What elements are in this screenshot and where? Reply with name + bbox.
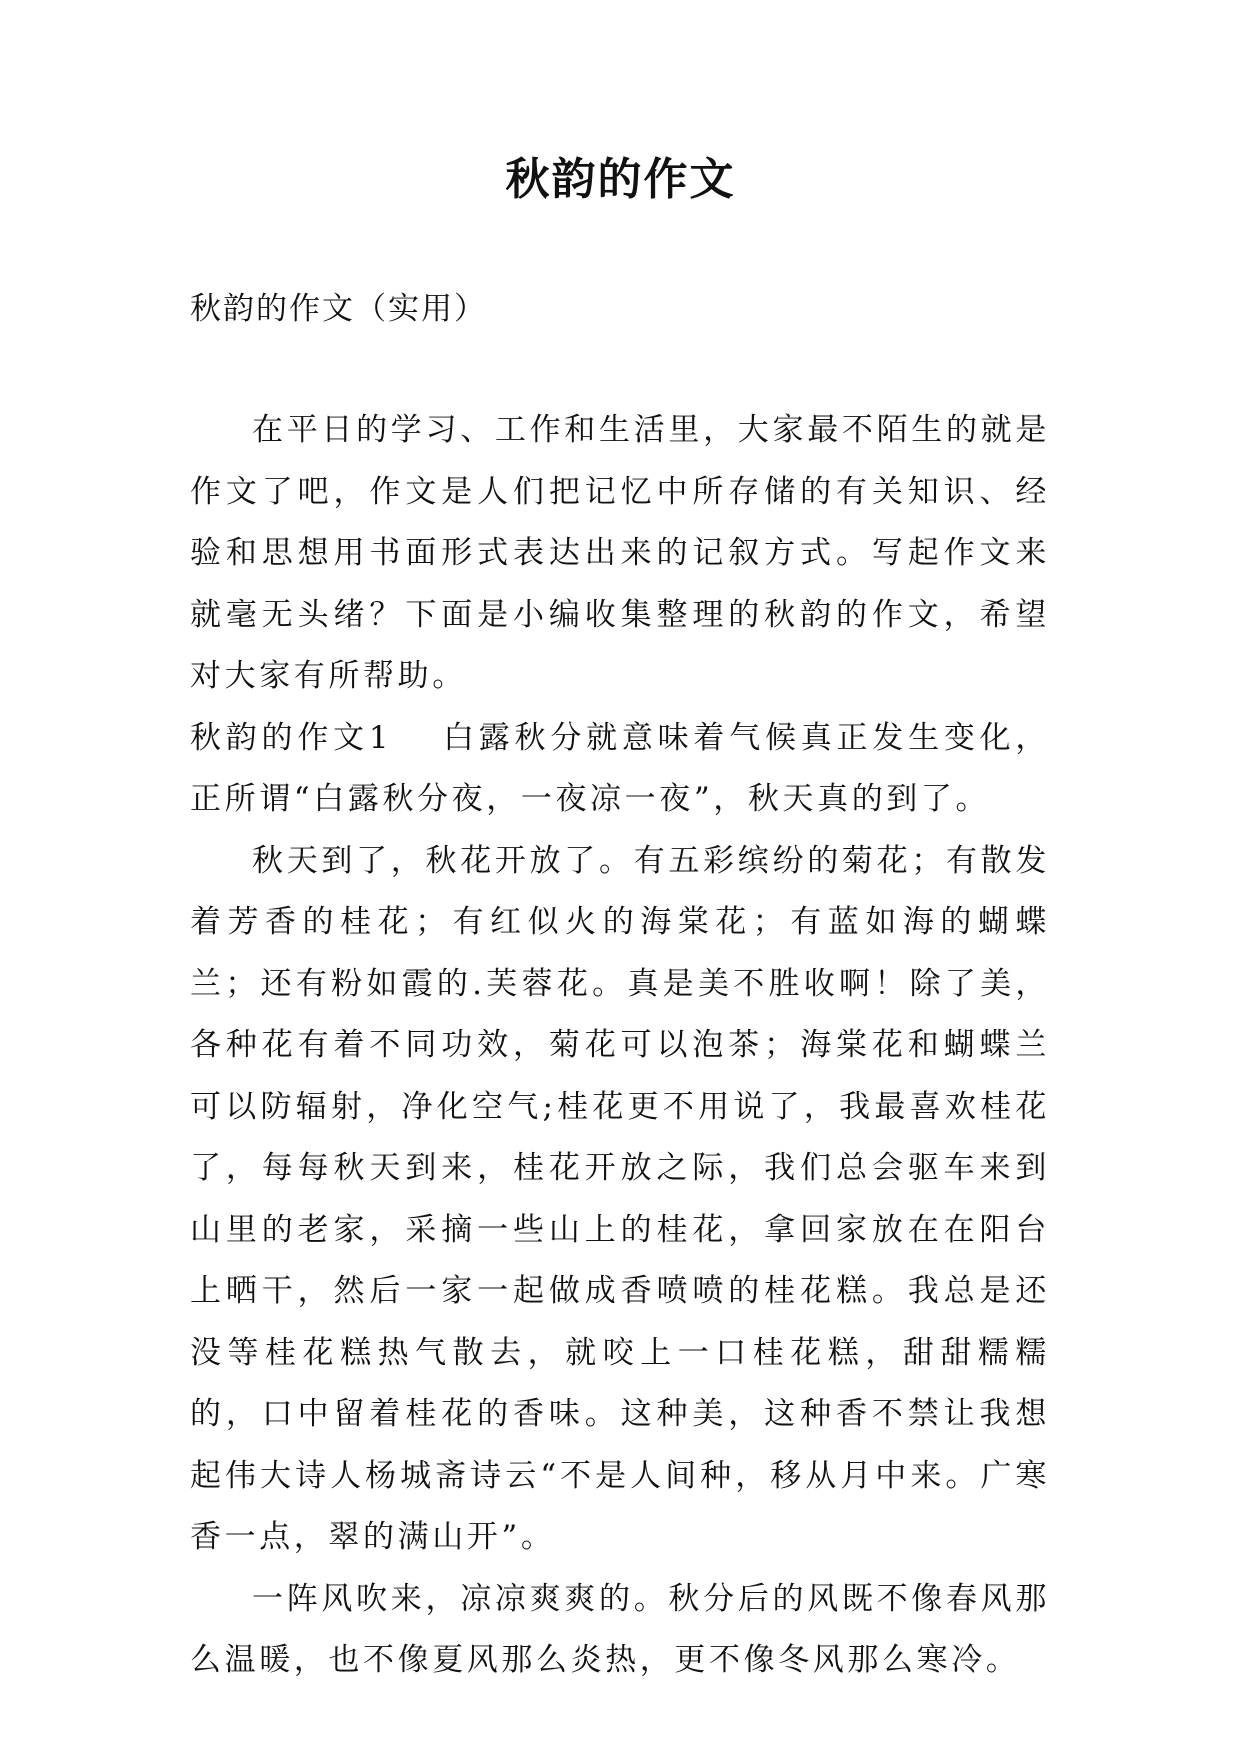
intro-paragraph: 在平日的学习、工作和生活里，大家最不陌生的就是作文了吧，作文是人们把记忆中所存储的有关知识、经验和思想用书面形式表达出来的记叙方式。写起作文来就毫无头绪？下面是小编收集整理的秋韵的作文，希望对大家有所帮助。 [190,412,1050,694]
section-1-lead-text: 白露秋分就意味着气候真正发生变化，正所谓“白露秋分夜，一夜凉一夜”，秋天真的到了。 [190,719,1051,817]
document-body [190,400,1050,1692]
document-title: 秋韵的作文 [505,154,736,205]
body-paragraph-wind: 一阵风吹来，凉凉爽爽的。秋分后的风既不像春风那么温暖，也不像夏风那么炎热，更不像冬风那么寒冷。 [190,1580,1050,1678]
body-paragraph-flowers: 秋天到了，秋花开放了。有五彩缤纷的菊花；有散发着芳香的桂花；有红似火的海棠花；有蓝如海的蝴蝶兰；还有粉如霞的.芙蓉花。真是美不胜收啊！除了美，各种花有着不同功效，菊花可以泡茶；海棠花和蝴蝶兰可以防辐射，净化空气;桂花更不用说了，我最喜欢桂花了，每每秋天到来，桂花开放之际，我们总会驱车来到山里的老家，采摘一些山上的桂花，拿回家放在在阳台上晒干，然后一家一起做成香喷喷的桂花糕。我总是还没等桂花糕热气散去，就咬上一口桂花糕，甜甜糯糯的，口中留着桂花的香味。这种美，这种香不禁让我想起伟大诗人杨城斋诗云“不是人间种，移从月中来。广寒香一点，翠的满山开”。 [190,842,1050,1555]
section-1-heading: 秋韵的作文1 [190,719,393,756]
section-1-paragraph [190,708,1050,831]
document-subtitle: 秋韵的作文（实用） [190,291,487,327]
